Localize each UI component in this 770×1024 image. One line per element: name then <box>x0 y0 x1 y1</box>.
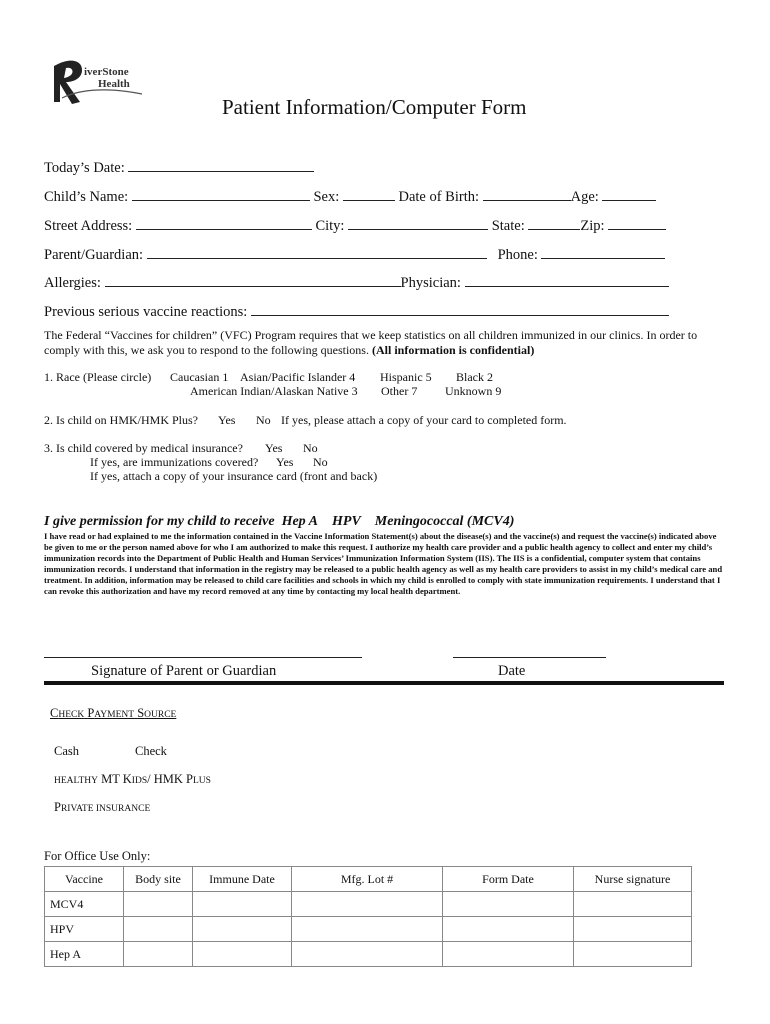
parent-row: Parent/Guardian: Phone: <box>44 244 665 264</box>
address-row: Street Address: City: State: Zip: <box>44 215 666 235</box>
form-date-cell[interactable] <box>443 892 574 917</box>
vaccine-option-hepa[interactable]: Hep A <box>281 514 318 529</box>
race-option-asian[interactable]: Asian/Pacific Islander 4 <box>240 370 356 384</box>
signature-line[interactable] <box>44 657 362 658</box>
form-date-cell[interactable] <box>443 942 574 967</box>
reactions-row: Previous serious vaccine reactions: <box>44 301 669 321</box>
todays-date-field[interactable] <box>128 157 314 172</box>
table-row <box>45 917 692 942</box>
immune-date-cell[interactable] <box>193 942 292 967</box>
vaccine-cell: HPV <box>45 917 124 942</box>
immune-date-cell[interactable] <box>193 892 292 917</box>
nurse-signature-cell[interactable] <box>574 917 692 942</box>
office-use-label: For Office Use Only: <box>44 849 151 863</box>
col-header-mfg-lot: Mfg. Lot # <box>292 867 443 892</box>
q3-sub1-no[interactable]: No <box>313 455 328 469</box>
q2-yes[interactable]: Yes <box>218 413 236 427</box>
mfg-lot-cell[interactable] <box>292 917 443 942</box>
form-date-cell[interactable] <box>443 917 574 942</box>
vfc-paragraph: The Federal “Vaccines for children” (VFC) Program requires that we keep statistics on all children immunized in our clinics. In order to comply with this, we ask you to respond to the following questions. (All information is confidential) <box>44 328 698 357</box>
sex-field[interactable] <box>343 186 395 201</box>
form-title: Patient Information/Computer Form <box>222 95 527 119</box>
todays-date-row: Today’s Date: <box>44 157 314 177</box>
col-header-vaccine: Vaccine <box>45 867 124 892</box>
date-label: Date <box>498 663 526 679</box>
payment-check[interactable]: Check <box>135 744 167 758</box>
consent-paragraph: I have read or had explained to me the information contained in the Vaccine Information Statement(s) about the disease(s) and the vaccine(s) and request the vaccine(s) indicated above be given to me or the person named above for who I am authorized to make this request. I authorize my health care provider and a public health agency to collect and enter my child’s immunization records into the Department of Public Health and Human Services’ Immunization Information System (IIS). The IIS is a confidential, computer system that contains immunization records. I understand that information in the registry may be released to a public health agency as well as my health care providers to assist in my child’s medical care and treatment. In addition, information may be released to child care facilities and schools in which my child is enrolled to comply with state immunization requirements. I understand that I can revoke this authorization and have my record removed at any time by contacting my local health department. <box>44 531 723 596</box>
zip-field[interactable] <box>608 215 666 230</box>
body-site-cell[interactable] <box>124 917 193 942</box>
vaccine-option-mcv4[interactable]: Meningococcal (MCV4) <box>374 514 515 529</box>
col-header-body-site: Body site <box>124 867 193 892</box>
childs-name-field[interactable] <box>132 186 310 201</box>
child-row: Child’s Name: Sex: Date of Birth: Age: <box>44 186 656 206</box>
office-use-table <box>44 866 692 967</box>
table-row <box>45 892 692 917</box>
physician-field[interactable] <box>465 272 669 287</box>
body-site-cell[interactable] <box>124 942 193 967</box>
q3-label: 3. Is child covered by medical insurance? <box>44 441 243 455</box>
allergies-row: Allergies: Physician: <box>44 272 669 292</box>
body-site-cell[interactable] <box>124 892 193 917</box>
reactions-field[interactable] <box>251 301 669 316</box>
vaccine-cell: Hep A <box>45 942 124 967</box>
q3-sub1-label: If yes, are immunizations covered? <box>90 455 259 469</box>
section-divider <box>44 681 724 685</box>
payment-private-insurance[interactable]: PRIVATE INSURANCE <box>54 800 151 814</box>
q3-sub1-yes[interactable]: Yes <box>276 455 294 469</box>
vaccine-cell: MCV4 <box>45 892 124 917</box>
q1-label: 1. Race (Please circle) <box>44 370 152 384</box>
payment-cash[interactable]: Cash <box>54 744 79 758</box>
race-option-american-indian[interactable]: American Indian/Alaskan Native 3 <box>190 384 358 398</box>
table-row <box>45 942 692 967</box>
q2-note: If yes, please attach a copy of your card to completed form. <box>281 413 567 427</box>
parent-field[interactable] <box>147 244 487 259</box>
date-line[interactable] <box>453 657 606 658</box>
race-option-caucasian[interactable]: Caucasian 1 <box>170 370 229 384</box>
q2-label: 2. Is child on HMK/HMK Plus? <box>44 413 199 427</box>
mfg-lot-cell[interactable] <box>292 942 443 967</box>
logo-text: iverStone Health <box>84 66 130 90</box>
col-header-immune-date: Immune Date <box>193 867 292 892</box>
race-option-unknown[interactable]: Unknown 9 <box>445 384 502 398</box>
table-header-row <box>45 867 692 892</box>
street-field[interactable] <box>136 215 312 230</box>
q3-yes[interactable]: Yes <box>265 441 283 455</box>
race-option-black[interactable]: Black 2 <box>456 370 493 384</box>
nurse-signature-cell[interactable] <box>574 942 692 967</box>
state-field[interactable] <box>528 215 580 230</box>
col-header-nurse-signature: Nurse signature <box>574 867 692 892</box>
age-field[interactable] <box>602 186 656 201</box>
phone-field[interactable] <box>541 244 665 259</box>
signature-label: Signature of Parent or Guardian <box>91 663 277 679</box>
race-option-other[interactable]: Other 7 <box>381 384 418 398</box>
q2-no[interactable]: No <box>256 413 271 427</box>
race-option-hispanic[interactable]: Hispanic 5 <box>380 370 432 384</box>
nurse-signature-cell[interactable] <box>574 892 692 917</box>
permission-heading: I give permission for my child to receive Hep A HPV Meningococcal (MCV4) <box>44 514 515 529</box>
vaccine-option-hpv[interactable]: HPV <box>332 514 361 529</box>
check-payment-source-title: CHECK PAYMENT SOURCE <box>50 706 177 720</box>
immune-date-cell[interactable] <box>193 917 292 942</box>
city-field[interactable] <box>348 215 488 230</box>
payment-healthy-mt-kids[interactable]: HEALTHY MT KIDS/ HMK PLUS <box>54 772 211 786</box>
q3-no[interactable]: No <box>303 441 318 455</box>
col-header-form-date: Form Date <box>443 867 574 892</box>
dob-field[interactable] <box>483 186 571 201</box>
allergies-field[interactable] <box>105 272 401 287</box>
q3-sub2-label: If yes, attach a copy of your insurance card (front and back) <box>90 469 378 483</box>
mfg-lot-cell[interactable] <box>292 892 443 917</box>
